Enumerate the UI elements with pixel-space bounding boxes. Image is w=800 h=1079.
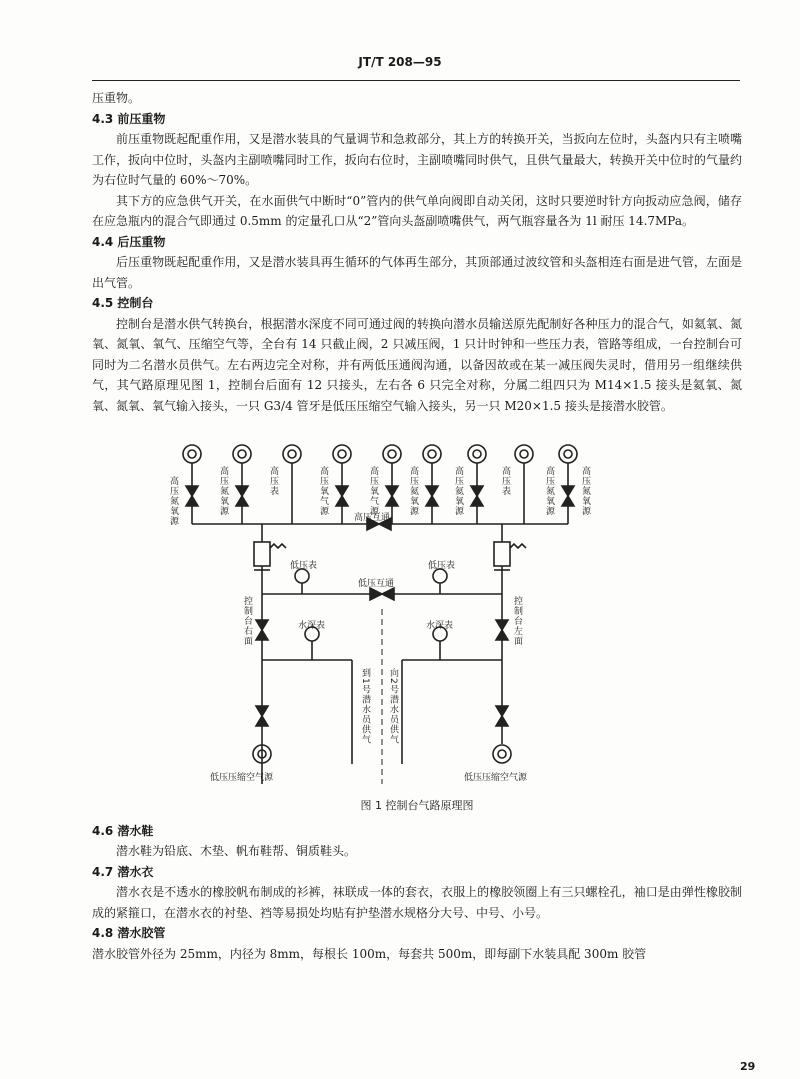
label-to-diver: 到1号潜水员供气 xyxy=(360,668,370,745)
label-depth-gauge: 水深表 xyxy=(426,621,454,631)
paragraph: 潜水胶管外径为 25mm，内径为 8mm，每根长 100m，每套共 500m，即每副下水装具配 300m 胶管 xyxy=(92,946,647,961)
paragraph: 控制台是潜水供气转换台，根据潜水深度不同可通过阀的转换向潜水员输送原先配制好各种压力的混合气，如氦氧、氮氧、氮氧、氧气、压缩空气等，全台有 14 只截止阀，2 只减压阀，1 只计时钟和一些压力表，管路等组成，一台控制台可同时为二名潜水员供气。左右两边完全对称，并有两低压通阀沟通，以备因故或在某一减压阀失灵时，借用另一组继续供气，其气路原理见图 1，控制台后面有 12 只接头，左右各 6 只完全对称，分属二组四只为 M14×1.5 接头是氦氧、氮氧、氮氧、氧气输入接头，一只 G3/4 管牙是低压压缩空气输入接头，另一只 M20×1.5 接头是接潜水胶管。 xyxy=(92,316,742,413)
label-source: 高压氧气源 xyxy=(318,466,328,516)
label-low-pressure-gauge: 低压表 xyxy=(428,561,456,571)
label-to-diver: 向2号潜水员供气 xyxy=(388,668,398,745)
paragraph: 潜水衣是不透水的橡胶帆布制成的衫裤，袜联成一体的套衣，衣服上的橡胶领圈上有三只螺栓孔，袖口是由弹性橡胶制成的紧箍口，在潜水衣的衬垫、裆等易损处均贴有护垫潜水规格分大号、中号、小号。 xyxy=(92,885,742,920)
paragraph: 前压重物既起配重作用，又是潜水装具的气量调节和急救部分，其上方的转换开关，当扳向左位时，头盔内只有主喷嘴工作，扳向中位时，头盔内主副喷嘴同时工作，扳向右位时，主副喷嘴同时供气，且供气量最大，转换开关中位时的气量约为右位时气量的 60%～70%。 xyxy=(92,132,742,187)
label-source: 高压氮氧源 xyxy=(544,466,554,516)
label-low-pressure-gauge: 低压表 xyxy=(290,561,318,571)
section-heading-4-7: 4.7 潜水衣 xyxy=(92,864,154,879)
label-source: 高压氮氧源 xyxy=(168,476,178,526)
label-gauge: 高压表 xyxy=(500,466,510,496)
paragraph: 后压重物既起配重作用，又是潜水装具再生循环的气体再生部分，其顶部通过波纹管和头盔相连右面是进气管，左面是出气管。 xyxy=(92,255,742,290)
page-number: 29 xyxy=(740,1060,756,1073)
gauge-icon xyxy=(183,445,201,463)
paragraph: 压重物。 xyxy=(92,91,141,105)
gauge-icon xyxy=(383,445,401,463)
label-source: 高压氧气源 xyxy=(368,466,378,516)
gauge-icon xyxy=(233,445,251,463)
section-heading-4-5: 4.5 控制台 xyxy=(92,296,154,310)
gauge-icon xyxy=(283,445,301,463)
label-depth-gauge: 水深表 xyxy=(298,621,326,631)
label-side: 控制台左面 xyxy=(512,596,522,646)
gas-circuit-diagram xyxy=(92,424,742,794)
label-air-source: 低压压缩空气源 xyxy=(464,773,528,783)
label-source: 高压氮氧源 xyxy=(580,466,590,516)
section-heading-4-4: 4.4 后压重物 xyxy=(92,234,166,249)
paragraph: 潜水鞋为铅底、木垫、帆布鞋帮、铜质鞋头。 xyxy=(116,844,357,858)
label-source: 高压氦氧源 xyxy=(453,466,463,516)
label-high-pressure-valve: 高压互通 xyxy=(354,513,391,523)
gauge-icon xyxy=(333,445,351,463)
label-side: 控制台右面 xyxy=(242,596,252,646)
section-heading-4-3: 4.3 前压重物 xyxy=(92,111,166,126)
section-heading-4-8: 4.8 潜水胶管 xyxy=(92,926,166,940)
figure-caption: 图 1 控制台气路原理图 xyxy=(360,799,474,812)
label-low-pressure-valve: 低压互通 xyxy=(358,579,395,589)
page-header: JT/T 208—95 xyxy=(358,55,442,69)
label-source: 高压氦氧源 xyxy=(408,466,418,516)
header-rule xyxy=(92,80,740,81)
label-air-source: 低压压缩空气源 xyxy=(210,773,274,783)
paragraph: 其下方的应急供气开关，在水面供气中断时“0”管内的供气单向阀即自动关闭，这时只要逆时针方向扳动应急阀，储存在应急瓶内的混合气即通过 0.5mm 的定量孔口从“2”管向头盔副喷嘴供气，两气瓶容量各为 1l 耐压 14.7MPa。 xyxy=(92,193,742,228)
label-gauge: 高压表 xyxy=(268,466,278,496)
document-body xyxy=(92,88,742,964)
section-heading-4-6: 4.6 潜水鞋 xyxy=(92,823,154,838)
label-source: 高压氮氧源 xyxy=(218,466,228,516)
